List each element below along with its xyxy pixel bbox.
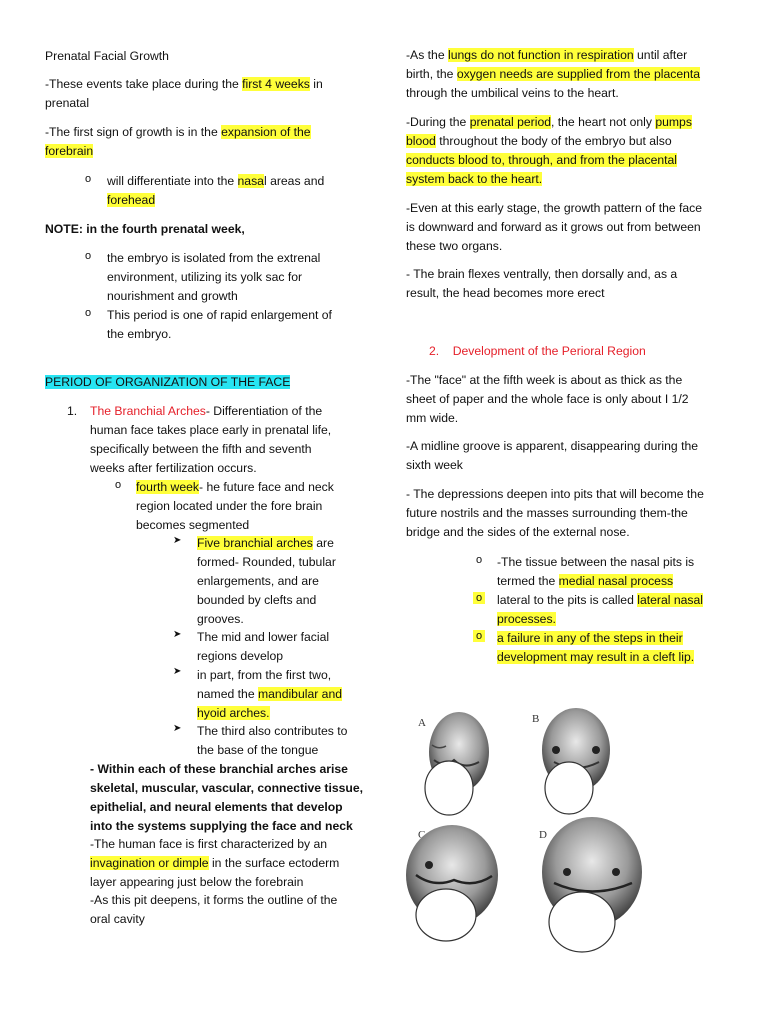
paragraph-heart: -During the prenatal period, the heart not only pumps blood throughout the body of the embryo but also conducts blood to, through, and from the placental system back to the heart. <box>406 115 692 186</box>
bullet-lateral-nasal: lateral to the pits is called lateral nasal processes. <box>497 593 703 626</box>
arrow-bullet: ➤ <box>173 666 182 677</box>
figure-label-a: A <box>418 717 426 729</box>
embryo-stage-d <box>539 817 642 952</box>
paragraph-invagination: -The human face is first characterized by an invagination or dimple in the surface ectoderm layer appearing just below the forebrain <box>90 837 340 889</box>
paragraph-first-weeks: -These events take place during the first 4 weeks in prenatal <box>45 77 323 110</box>
arrow-bullet: ➤ <box>173 629 182 640</box>
arrow-mid-lower: The mid and lower facial regions develop <box>197 630 330 663</box>
bullet-circle: o <box>84 307 92 319</box>
bullet-circle: o <box>84 173 92 185</box>
note-fourth-week: NOTE: in the fourth prenatal week, <box>45 222 245 236</box>
arrow-bullet: ➤ <box>173 535 182 546</box>
arrow-mandibular: in part, from the first two, named the mandibular and hyoid arches. <box>197 668 342 720</box>
section-heading-perioral: 2. Development of the Perioral Region <box>429 344 646 358</box>
embryo-stage-a <box>418 712 489 815</box>
paragraph-midline-groove: -A midline groove is apparent, disappearing during the sixth week <box>406 439 699 472</box>
arrow-bullet: ➤ <box>173 723 182 734</box>
paragraph-oral-cavity: -As this pit deepens, it forms the outline of the oral cavity <box>90 893 338 926</box>
list-number: 1. <box>67 404 78 418</box>
arrow-five-arches: Five branchial arches are formed- Rounded, tubular enlargements, and are bounded by clefts and grooves. <box>197 536 336 626</box>
item-branchial-arches: The Branchial Arches- Differentiation of the human face takes place early in prenatal life, specifically between the fifth and seventh weeks after fertilization occurs. <box>90 404 332 475</box>
bullet-circle: o <box>114 479 122 491</box>
paragraph-lungs: -As the lungs do not function in respiration until after birth, the oxygen needs are supplied from the placenta through the umbilical veins to the heart. <box>406 48 701 100</box>
arrow-third-tongue: The third also contributes to the base of the tongue <box>197 724 348 757</box>
figure-label-b: B <box>532 713 540 725</box>
doc-title: Prenatal Facial Growth <box>45 49 169 63</box>
bullet-circle: o <box>84 250 92 262</box>
bullet-circle: o <box>473 630 485 642</box>
figure-label-c: C <box>418 829 426 841</box>
embryo-stage-b <box>532 708 610 814</box>
embryo-face-figure <box>404 700 654 960</box>
embryo-stage-c <box>406 825 498 941</box>
bullet-cleft-lip: a failure in any of the steps in their development may result in a cleft lip. <box>497 631 695 664</box>
paragraph-fifth-week: -The "face" at the fifth week is about as thick as the sheet of paper and the whole face is only about I 1/2 mm wide. <box>406 373 689 425</box>
bullet-embryo-isolated: the embryo is isolated from the extrenal environment, utilizing its yolk sac for nourishment and growth <box>107 251 321 303</box>
sub-fourth-week: fourth week- he future face and neck region located under the fore brain becomes segmented <box>136 480 334 532</box>
bullet-circle: o <box>473 592 485 604</box>
paragraph-brain-flexes: - The brain flexes ventrally, then dorsally and, as a result, the head becomes more erect <box>406 267 678 300</box>
paragraph-depressions: - The depressions deepen into pits that will become the future nostrils and the masses surrounding them-the bridge and the sides of the external nose. <box>406 487 704 539</box>
paragraph-first-sign: -The first sign of growth is in the expansion of the forebrain <box>45 125 311 158</box>
paragraph-within-arches: - Within each of these branchial arches arise skeletal, muscular, vascular, connective tissue, epithelial, and neural elements that develop into the systems supplying the face and neck <box>90 762 364 833</box>
bullet-medial-nasal: -The tissue between the nasal pits is termed the medial nasal process <box>497 555 695 588</box>
section-heading-organization: PERIOD OF ORGANIZATION OF THE FACE <box>45 375 291 389</box>
bullet-rapid-enlargement: This period is one of rapid enlargement of the embryo. <box>107 308 332 341</box>
figure-label-d: D <box>539 829 547 841</box>
bullet-differentiate: will differentiate into the nasal areas and forehead <box>107 174 325 207</box>
paragraph-growth-pattern: -Even at this early stage, the growth pattern of the face is downward and forward as it grows out from between these two organs. <box>406 201 703 253</box>
bullet-circle: o <box>475 554 483 566</box>
